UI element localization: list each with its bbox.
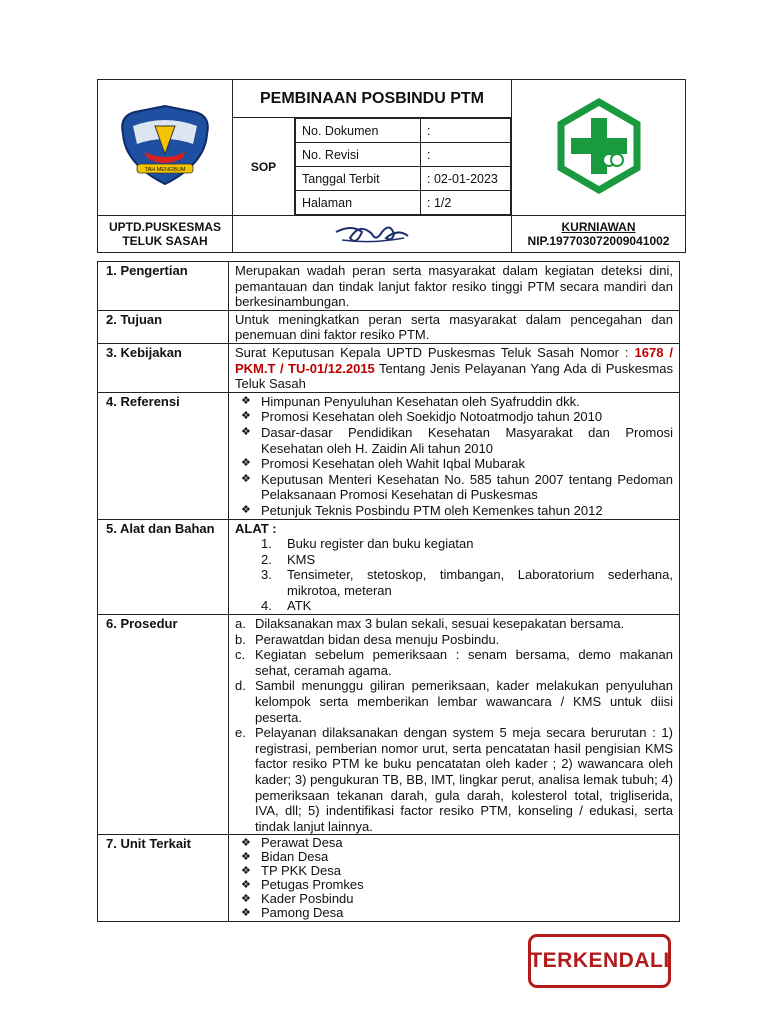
list-item: ❖ Dasar-dasar Pendidikan Kesehatan Masyarakat dan Promosi Kesehatan oleh H. Zaidin Ali tahun 2010 xyxy=(235,425,673,456)
puskesmas-regency-logo xyxy=(115,104,215,188)
item-text: ATK xyxy=(287,598,312,614)
svg-text:TAH MENGBUM: TAH MENGBUM xyxy=(144,167,186,173)
section-label: 4. Referensi xyxy=(98,392,229,519)
reference-list xyxy=(235,394,673,519)
doc-field-row xyxy=(296,119,511,143)
section-label: 1. Pengertian xyxy=(98,262,229,311)
unit-list xyxy=(235,836,673,920)
item-text: Perawatdan bidan desa menuju Posbindu. xyxy=(255,631,500,647)
list-item xyxy=(235,567,673,598)
list-item: ❖ TP PKK Desa xyxy=(235,864,673,878)
sop-content-table xyxy=(97,261,680,922)
list-item xyxy=(235,552,673,568)
section-list-cell xyxy=(229,392,680,519)
item-number: 1. xyxy=(261,536,272,552)
doc-field-row xyxy=(296,167,511,191)
list-item: ❖ Bidan Desa xyxy=(235,850,673,864)
list-item: ❖ Keputusan Menteri Kesehatan No. 585 tahun 2007 tentang Pedoman Pelaksanaan Promosi Kesehatan di Puskesmas xyxy=(235,472,673,503)
item-letter: b. xyxy=(235,631,246,647)
doc-field-label: Tanggal Terbit xyxy=(296,167,421,191)
section-row-referensi xyxy=(98,392,680,519)
procedure-list xyxy=(235,616,673,834)
organization-name xyxy=(98,216,233,253)
section-label: 5. Alat dan Bahan xyxy=(98,519,229,615)
doc-field-row xyxy=(296,191,511,215)
doc-field-value: : xyxy=(421,119,511,143)
list-item xyxy=(235,678,673,725)
signature xyxy=(332,218,412,248)
section-text: Merupakan wadah peran serta masyarakat dalam kegiatan deteksi dini, pemantauan dan tindak lanjut faktor resiko tinggi PTM secara mandiri dan berkesinambungan. xyxy=(229,262,680,311)
section-label: 2. Tujuan xyxy=(98,310,229,343)
kemenkes-logo xyxy=(551,98,647,194)
list-item: ❖ Perawat Desa xyxy=(235,836,673,850)
item-number: 4. xyxy=(261,598,272,614)
section-row-kebijakan xyxy=(98,343,680,392)
policy-text-before: Surat Keputusan Kepala UPTD Puskesmas Teluk Sasah Nomor : xyxy=(235,344,635,360)
section-label: 3. Kebijakan xyxy=(98,343,229,392)
signer-name: KURNIAWAN xyxy=(561,220,636,234)
list-item: ❖ Promosi Kesehatan oleh Wahit Iqbal Mubarak xyxy=(235,456,673,472)
sop-label: SOP xyxy=(233,118,295,216)
section-row-unit xyxy=(98,835,680,922)
page-title: PEMBINAAN POSBINDU PTM xyxy=(233,80,512,118)
list-item: ❖ Kader Posbindu xyxy=(235,892,673,906)
section-row-alat xyxy=(98,519,680,615)
doc-field-value: : 02-01-2023 xyxy=(421,167,511,191)
item-number: 3. xyxy=(261,567,272,583)
document-info xyxy=(295,118,512,216)
list-item xyxy=(235,632,673,648)
section-row-pengertian xyxy=(98,262,680,311)
doc-field-value: : xyxy=(421,143,511,167)
signature-cell xyxy=(233,216,512,253)
section-text xyxy=(229,343,680,392)
section-label: 6. Prosedur xyxy=(98,615,229,835)
org-line-2: TELUK SASAH xyxy=(122,234,208,248)
list-item xyxy=(235,616,673,632)
section-list-cell xyxy=(229,835,680,922)
section-text: Untuk meningkatkan peran serta masyarakat dalam pencegahan dan penemuan dini faktor resiko PTM. xyxy=(229,310,680,343)
list-item: ❖ Himpunan Penyuluhan Kesehatan oleh Syafruddin dkk. xyxy=(235,394,673,410)
document-header xyxy=(97,79,686,253)
item-number: 2. xyxy=(261,551,272,567)
item-letter: c. xyxy=(235,647,246,663)
section-row-tujuan xyxy=(98,310,680,343)
controlled-stamp xyxy=(528,934,671,988)
tools-heading: ALAT : xyxy=(235,520,277,536)
item-text: Pelayanan dilaksanakan dengan system 5 meja secara berurutan : 1) registrasi, pemberian nomor urut, serta pencatatan hasil pengisian KMS factor resiko PTM ke buku pencatatan oleh kader ; 2) wawancara oleh kader; 3) pengukuran TB, BB, IMT, lingkar perut, analisa lemak tubuh; 4) pemeriksaan tekanan darah, gula darah, kolesterol total, trigliserida, IVA, dll; 5) indentifikasi factor resiko PTM, konseling / edukasi, serta tindak lanjut lainnya. xyxy=(255,725,673,834)
list-item: ❖ Pamong Desa xyxy=(235,906,673,920)
signer-block xyxy=(512,216,686,253)
item-text: Sambil menunggu giliran pemeriksaan, kader melakukan penyuluhan kelompok serta memberikan lembar wawancara / KMS untuk diisi peserta. xyxy=(255,678,673,725)
section-list-cell xyxy=(229,615,680,835)
kemenkes-logo-cell xyxy=(512,80,686,216)
section-label: 7. Unit Terkait xyxy=(98,835,229,922)
item-text: Kegiatan sebelum pemeriksaan : senam bersama, demo makanan sehat, ceramah agama. xyxy=(255,647,673,678)
list-item xyxy=(235,647,673,678)
policy-number: 1678 / PKM.T / TU-01/12.2015 xyxy=(235,344,673,376)
doc-field-row xyxy=(296,143,511,167)
list-item: ❖ Petunjuk Teknis Posbindu PTM oleh Kemenkes tahun 2012 xyxy=(235,503,673,519)
doc-field-label: Halaman xyxy=(296,191,421,215)
stamp-text: TERKENDALI xyxy=(529,949,670,972)
signer-nip: NIP.197703072009041002 xyxy=(527,234,670,248)
section-list-cell xyxy=(229,519,680,615)
doc-field-label: No. Dokumen xyxy=(296,119,421,143)
item-text: KMS xyxy=(287,551,316,567)
list-item: ❖ Petugas Promkes xyxy=(235,878,673,892)
item-letter: e. xyxy=(235,725,246,741)
list-item xyxy=(235,725,673,834)
item-text: Buku register dan buku kegiatan xyxy=(287,536,474,552)
policy-text-after: Tentang Jenis Pelayanan Yang Ada di Puskesmas Teluk Sasah xyxy=(235,360,673,392)
logo-cell xyxy=(98,80,233,216)
item-text: Dilaksanakan max 3 bulan sekali, sesuai kesepakatan bersama. xyxy=(255,616,625,632)
list-item: ❖ Promosi Kesehatan oleh Soekidjo Notoatmodjo tahun 2010 xyxy=(235,409,673,425)
list-item xyxy=(235,598,673,614)
doc-field-label: No. Revisi xyxy=(296,143,421,167)
org-line-1: UPTD.PUSKESMAS xyxy=(108,220,221,234)
item-letter: a. xyxy=(235,616,246,632)
list-item xyxy=(235,536,673,552)
item-text: Tensimeter, stetoskop, timbangan, Laboratorium sederhana, mikrotoa, meteran xyxy=(287,567,673,598)
doc-field-value: : 1/2 xyxy=(421,191,511,215)
item-letter: d. xyxy=(235,678,246,694)
section-row-prosedur xyxy=(98,615,680,835)
tools-list xyxy=(235,536,673,614)
